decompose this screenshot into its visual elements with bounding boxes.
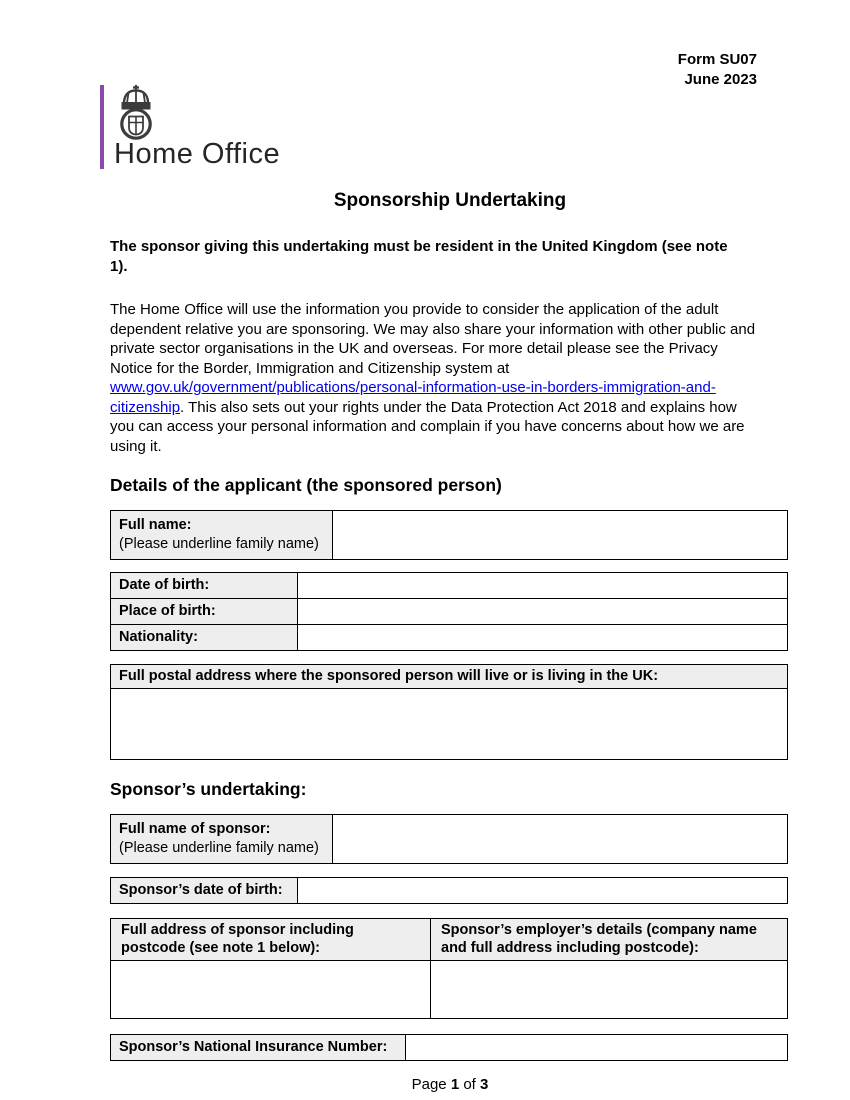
table-row	[111, 598, 787, 624]
sponsor-ni-field[interactable]	[406, 1035, 787, 1060]
sponsor-dob-table	[110, 877, 788, 904]
sponsor-name-note-text: (Please underline family name)	[119, 840, 319, 856]
sponsor-name-label-text: Full name of sponsor:	[119, 821, 271, 837]
sponsor-address-field[interactable]	[111, 961, 431, 1018]
applicant-address-table	[110, 664, 788, 760]
applicant-full-name-label	[111, 511, 333, 559]
privacy-notice-link[interactable]: www.gov.uk/government/publications/personal-information-use-in-borders-immigration-and-citizenship	[110, 379, 716, 416]
applicant-address-field[interactable]	[111, 689, 787, 759]
applicant-dob-field[interactable]	[298, 573, 787, 598]
sponsor-employer-header: Sponsor’s employer’s details (company name and full address including postcode):	[431, 919, 787, 960]
sponsor-dob-label: Sponsor’s date of birth:	[111, 878, 298, 903]
form-date: June 2023	[684, 71, 757, 88]
form-body	[110, 190, 790, 1093]
applicant-dob-label: Date of birth:	[111, 573, 298, 598]
sponsor-full-name-field[interactable]	[333, 815, 787, 863]
table-row	[111, 573, 787, 598]
sponsor-dob-field[interactable]	[298, 878, 787, 903]
applicant-full-name-field[interactable]	[333, 511, 787, 559]
sponsor-address-employer-table	[110, 918, 788, 1019]
footer-page-number: 1	[450, 1076, 460, 1093]
footer-of-word: of	[463, 1076, 476, 1093]
sponsor-ni-table	[110, 1034, 788, 1061]
applicant-nationality-field[interactable]	[298, 625, 787, 650]
form-number: Form SU07	[677, 51, 757, 68]
sponsor-full-name-table	[110, 814, 788, 864]
applicant-nationality-label: Nationality:	[111, 625, 298, 650]
sponsor-ni-label: Sponsor’s National Insurance Number:	[111, 1035, 406, 1060]
applicant-address-header: Full postal address where the sponsored person will live or is living in the UK:	[111, 665, 787, 689]
logo-purple-bar	[100, 85, 104, 169]
sponsor-full-name-label	[111, 815, 333, 863]
footer-total-pages: 3	[480, 1076, 489, 1093]
applicant-details-table	[110, 572, 788, 651]
intro-statement: The sponsor giving this undertaking must be resident in the United Kingdom (see note 1).	[110, 238, 728, 275]
privacy-text-before-link: The Home Office will use the information you provide to consider the application of the adult dependent relative you are sponsoring. We may also share your information with other public and private sector organisations in the UK and overseas. For more detail please see the Privacy Notice for the Border, Immigration and Citizenship system at	[110, 301, 756, 377]
full-name-label-text: Full name:	[119, 517, 192, 533]
table-row	[111, 624, 787, 650]
form-meta	[678, 50, 757, 90]
sponsor-employer-field[interactable]	[431, 961, 787, 1018]
applicant-full-name-table	[110, 510, 788, 560]
applicant-pob-field[interactable]	[298, 599, 787, 624]
sponsor-address-header: Full address of sponsor including postcode (see note 1 below):	[111, 919, 431, 960]
privacy-notice-paragraph	[110, 300, 758, 456]
sponsor-section-heading: Sponsor’s undertaking:	[110, 779, 307, 799]
applicant-pob-label: Place of birth:	[111, 599, 298, 624]
home-office-logo	[100, 84, 340, 170]
footer-page-word: Page	[411, 1076, 447, 1093]
privacy-text-after-link: . This also sets out your rights under the Data Protection Act 2018 and explains how you can access your personal information and complain if you have concerns about how we are using it.	[110, 398, 745, 455]
page-footer	[110, 1076, 790, 1093]
home-office-wordmark: Home Office	[114, 138, 281, 170]
page-title: Sponsorship Undertaking	[333, 190, 567, 211]
full-name-note-text: (Please underline family name)	[119, 536, 319, 552]
applicant-section-heading: Details of the applicant (the sponsored person)	[110, 475, 502, 495]
